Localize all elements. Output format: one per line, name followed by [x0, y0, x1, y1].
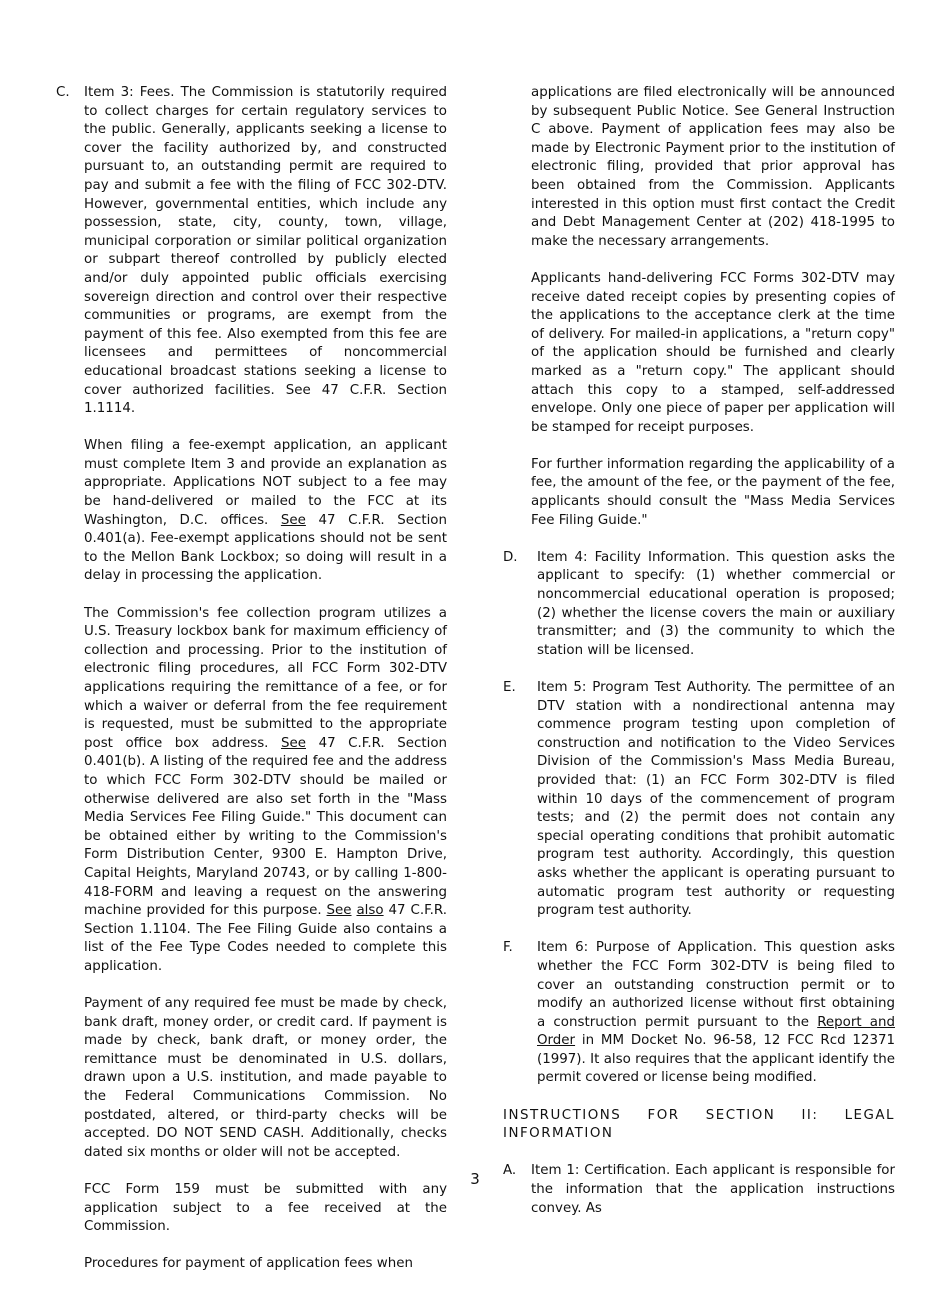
item-f-purpose-of-application [503, 939, 895, 1088]
item-e-text: Item 5: Program Test Authority. The permittee of an DTV station with a nondirectional antenna may commence program testing upon completion of construction and notification to the Video Services Division of the Commission's Mass Media Bureau, provided that: (1) an FCC Form 302-DTV is filed within 10 days of the commencement of program tests; and (2) the permit does not contain any special operating conditions that prohibit automatic program test authority. Accordingly, this question asks whether the applicant is operating pursuant to automatic program test authority or requesting program test authority. [537, 680, 895, 919]
form-159-paragraph: FCC Form 159 must be submitted with any application subject to a fee received at the Commission. [84, 1182, 447, 1235]
item-a-text: Item 1: Certification. Each applicant is responsible for the information that the application instructions convey. As [531, 1163, 895, 1216]
item-d-text: Item 4: Facility Information. This question asks the applicant to specify: (1) whether commercial or noncommercial educational operation is proposed; (2) whether the license covers the main or auxiliary transmitter; and (3) the community to which the station will be licensed. [537, 549, 895, 658]
fees-paragraph: Item 3: Fees. The Commission is statutorily required to collect charges for certain regulatory services to the public. Generally, applicants seeking a license to cover the facility authorized by, and constructed pursuant to, an outstanding permit are required to pay and submit a fee with the filing of FCC 302-DTV. However, governmental entities, which include any possession, state, city, county, town, village, municipal corporation or similar political organization or subpart thereof controlled by publicly elected and/or duly appointed public officials exercising sovereign direction and control over their respective communities or programs, are exempt from the payment of this fee. Also exempted from this fee are licensees and permittees of noncommercial educational broadcast stations seeking a license to cover authorized facilities. See 47 C.F.R. Section 1.1114. [84, 85, 447, 417]
procedures-paragraph: Procedures for payment of application fees when [84, 1256, 413, 1272]
item-marker: A. [503, 1163, 517, 1179]
fee-collection-paragraph: The Commission's fee collection program utilizes a U.S. Treasury lockbox bank for maximum efficiency of collection and processing. Prior to the institution of electronic filing procedures, all FCC Form 302-DTV applications requiring the remittance of a fee, or for which a waiver or deferral from the fee requirement is requested, must be submitted to the appropriate post office box address. See 47 C.F.R. Section 0.401(b). A listing of the required fee and the address to which FCC Form 302-DTV should be mailed or otherwise delivered are also set forth in the "Mass Media Services Fee Filing Guide." This document can be obtained either by writing to the Commission's Form Distribution Center, 9300 E. Hampton Drive, Capital Heights, Maryland 20743, or by calling 1-800-418-FORM and leaving a request on the answering machine provided for this purpose. See also 47 C.F.R. Section 1.1104. The Fee Filing Guide also contains a list of the Fee Type Codes needed to complete this application. [84, 605, 447, 974]
electronic-payment-paragraph: applications are filed electronically will be announced by subsequent Public Notice. See General Instruction C above. Payment of application fees may also be made by Electronic Payment prior to the institution of electronic filing, provided that prior approval has been obtained from the Commission. Applicants interested in this option must first contact the Credit and Debt Management Center at (202) 418-1995 to make the necessary arrangements. [531, 85, 895, 249]
item-d-facility-information [503, 549, 895, 661]
item-f-text: Item 6: Purpose of Application. This question asks whether the FCC Form 302-DTV is being filed to cover an outstanding construction permit or to modify an authorized license without first obtaining a construction permit pursuant to the Report and Order in MM Docket No. 96-58, 12 FCC Rcd 12371 (1997). It also requires that the applicant identify the permit covered or license being modified. [537, 940, 895, 1086]
left-column [56, 84, 447, 1293]
page-number: 3 [470, 1170, 480, 1188]
right-column [503, 84, 895, 1237]
item-marker: D. [503, 549, 518, 565]
further-info-paragraph: For further information regarding the applicability of a fee, the amount of the fee, or the payment of the fee, applicants should consult the "Mass Media Services Fee Filing Guide." [531, 456, 895, 528]
item-e-program-test-authority [503, 679, 895, 921]
hand-delivery-paragraph: Applicants hand-delivering FCC Forms 302-DTV may receive dated receipt copies by presenting copies of the applications to the acceptance clerk at the time of delivery. For mailed-in applications, a "return copy" of the application should be furnished and clearly marked as a "return copy." The applicant should attach this copy to a stamped, self-addressed envelope. Only one piece of paper per application will be stamped for receipt purposes. [531, 270, 895, 435]
item-marker: C. [56, 85, 70, 100]
section-heading: INSTRUCTIONS FOR SECTION II: LEGAL INFORMATION [503, 1107, 895, 1142]
item-c-fees [56, 84, 447, 1274]
item-marker: F. [503, 940, 513, 956]
payment-paragraph: Payment of any required fee must be made by check, bank draft, money order, or credit card. If payment is made by check, bank draft, or money order, the remittance must be denominated in U.S. dollars, drawn upon a U.S. institution, and made payable to the Federal Communications Commission. No postdated, altered, or third-party checks will be accepted. DO NOT SEND CASH. Additionally, checks dated six months or older will not be accepted. [84, 996, 447, 1160]
item-marker: E. [503, 680, 516, 695]
fee-exempt-paragraph: When filing a fee-exempt application, an applicant must complete Item 3 and provide an explanation as appropriate. Applications NOT subject to a fee may be hand-delivered or mailed to the FCC at its Washington, D.C. offices. See 47 C.F.R. Section 0.401(a). Fee-exempt applications should not be sent to the Mellon Bank Lockbox; so doing will result in a delay in processing the application. [84, 438, 447, 584]
